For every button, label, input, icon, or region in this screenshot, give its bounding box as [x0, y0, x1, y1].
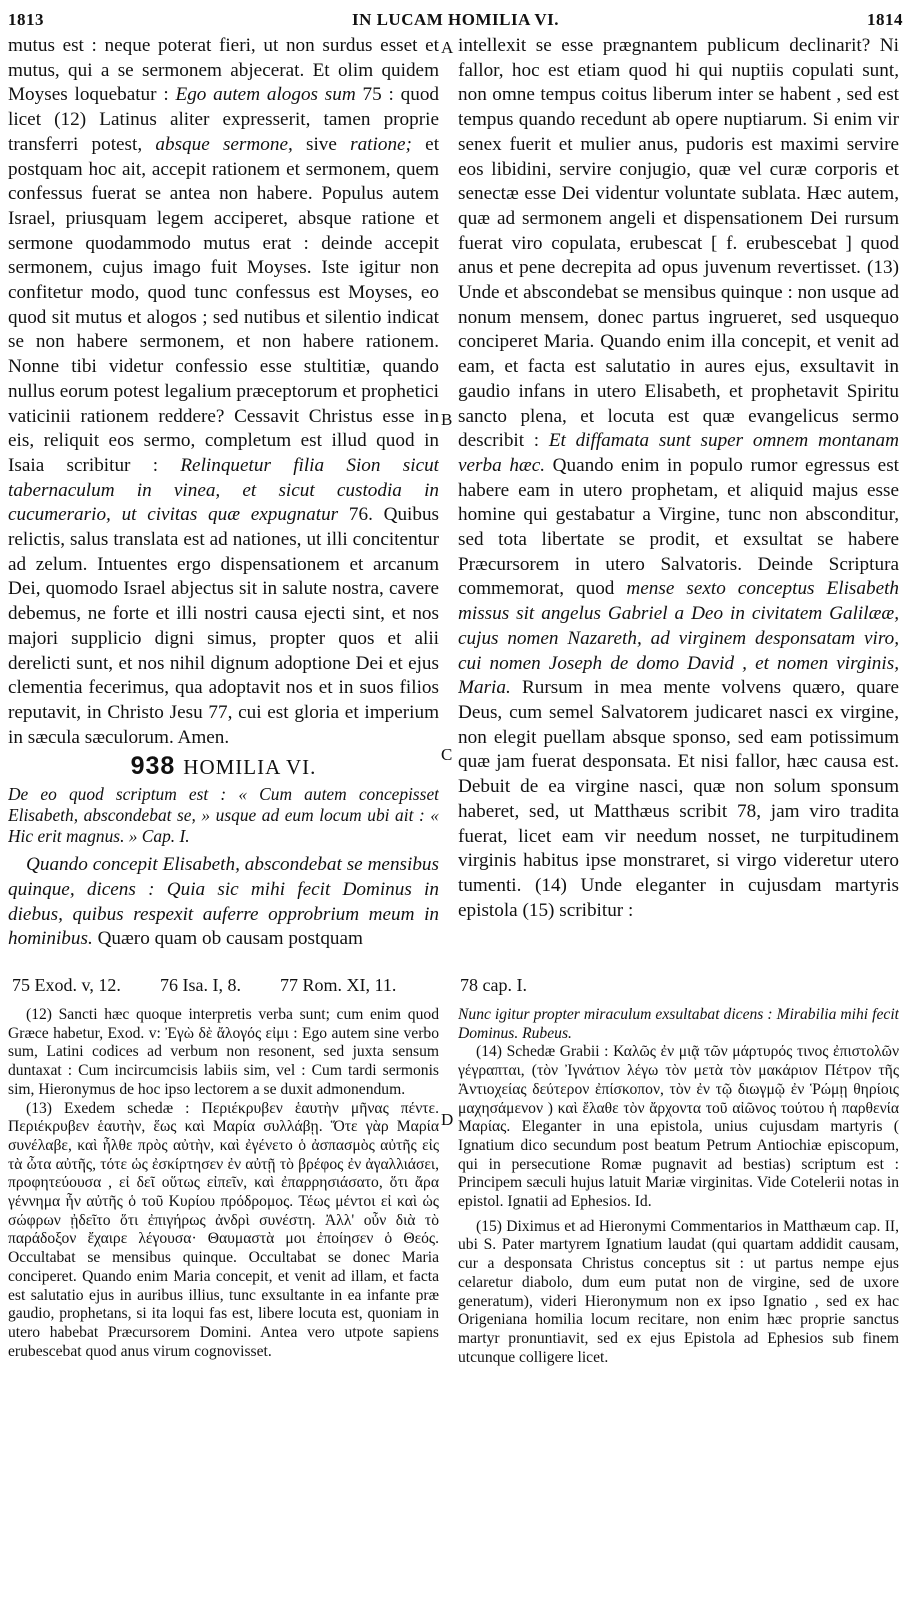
text-run: et postquam hoc ait, accepit rationem et sermonem, quem confessus fuerat se antea non habere. Populus autem Israel, priusquam legem acciperet, absque ratione et sermone quodammodo mutus erat : deinde accepit sermonem, cujus imago fuit Moyses. Iste igitur non confitetur modo, quod tunc confessus est Moyses, eo quod sit mutus et alogos ; sed nutibus et silentio indicat se non habere sermonem, et non habere rationem. Nonne tibi videtur confessio esse stultitiæ, quando nullus eorum potest legalium præceptorum et prophetici vaticinii rationem reddere? Cessavit Christus esse in eis, reliquit eos sermo, completum est illud quod in Isaia scribitur :	[8, 133, 439, 476]
text-run: Quæro quam ob causam postquam	[97, 928, 363, 950]
right-paragraph	[458, 34, 899, 923]
text-run: Quando enim in populo rumor egressus est habere eam in utero prophetam, et aliquid majus esse homine qui gestabatur a Virgine, tunc non absconditur, sed tota libertate se prodit, et exsultat se habere Præcursorem in utero Salvatoris. Deinde Scriptura commemorat, quod	[458, 454, 899, 600]
note-15: (15) Diximus et ad Hieronymi Commentarios in Matthæum cap. II, ubi S. Pater martyrem Ignatium laudat (qui quartam addidit causam, cur a desponsata Christus conceptus sit : ut partus nempe ejus celaretur diabolo, dum eum putat non de virgine, sed de uxore generatum), videri Hieronymum non ex ipso Ignatio , sed ex hac Origeniana homilia locum recitare, non enim hæc proprie sanctus martyr pronuntiavit, sed ex ejus Epistola ad Ephesios sub finem utcunque colligere licet.	[458, 1217, 899, 1366]
footnote-76: 76 Isa. I, 8.	[160, 975, 241, 995]
text-run-italic: absque sermone,	[155, 133, 293, 155]
margin-marker-b: B	[441, 410, 453, 429]
footnote-78: 78 cap. I.	[460, 975, 527, 995]
text-run-italic: Relinquetur filia Sion sicut tabernaculum in vinea, et sicut custodia in cucumerario, ut civitas quæ expugnatur	[8, 454, 439, 526]
homily-number: 938	[130, 752, 176, 781]
footnote-75: 75 Exod. v, 12.	[12, 975, 121, 995]
homily-heading	[8, 754, 439, 780]
page-number-left: 1813	[8, 10, 44, 29]
left-paragraph	[8, 34, 439, 750]
text-run: sive	[305, 133, 337, 155]
footnote-77: 77 Rom. XI, 11.	[280, 975, 397, 995]
text-run-italic: Ego autem alogos sum	[175, 84, 356, 106]
text-run-italic: Et diffamata sunt super omnem montanam verba hæc.	[458, 430, 899, 476]
homily-title: HOMILIA VI.	[183, 755, 317, 780]
note-13: (13) Exedem schedæ : Περιέκρυβεν ἑαυτὴν μῆνας πέντε. Περιέκρυβεν ἑαυτὴν, ἕως καὶ Μαρία συλλάβῃ. Ὅτε γὰρ Μαρία συνέλαβε, καὶ ἦλθε πρὸς αὐτὴν, καὶ ἐγένετο ὁ ἀσπασμὸς αὐτῆς εἰς τὰ ὦτα αὐτῆς, τότε ὡς ἐσκίρτησεν ἐν αὐτῇ τὸ βρέφος ἐν ἀγαλλιάσει, προφητεύουσα , εἰ δεῖ οὕτως εἰπεῖν, καὶ ἐπαρρησιάσατο, ὅτι ἄρα γέννημα ἦν αὐτῆς ὁ τοῦ Κυρίου πρόδρομος. Τέως μέντοι εἰ καὶ ὡς σώφρων ᾐδεῖτο ὅτι ἐπιγήρως ἀνδρὶ συνέστη. Ἀλλ' οὖν διὰ τὸ παράδοξον ἔχαιρε λέγουσα· Θαυμαστὰ μοι ἐποίησεν ὁ Θεός. Occultabat se mensibus quinque. Occultabat se donec Maria conciperet. Quando enim Maria concepit, et venit ad illam, et facta est salutatio ejus in auribus illius, tunc exsultante in ea infante præ gaudio, prophetans, si ita loqui fas est, libere locuta est, quoniam in utero habebat Præcursorem Domini. Antea vero utpote sapiens erubescebat quod anus virum cognovisset.	[8, 1099, 439, 1360]
text-run: Rursum in mea mente volvens quæro, quare Deus, cum semel Salvatorem judicaret nasci ex virgine, non elegit puellam absque sponso, sed eam potissimum quæ jam fuerat desponsata. Et nisi fallor, hæc causa est. Debuit de ea virgine nasci, quæ non solum sponsum haberet, sed, ut Matthæus scribit 78, jam viro tradita fuerat, licet eam vir needum nosset, ne turpitudinem virginis habitus ipse monstraret, si virgo videretur utero tumenti. (14) Unde eleganter in cujusdam martyris epistola (15) scribitur :	[458, 677, 899, 921]
text-run: 76. Quibus relictis, salus translata est ad nationes, ut illi concitentur ad zelum. Intuentes ergo dispensationem et arcanum Dei, quomodo Israel abjectus sit in salute nostra, cavere debemus, ne forte et illi nostri causa ejecti sint, et nos majori supplicio digni simus, propter quos et alii derelicti sunt, et nos nihil dignum adoptione Dei et ejus clementia fecerimus, qua adoptavit nos et in suos filios reputavit, in Christo Jesu 77, cui est gloria et imperium in sæcula sæculorum. Amen.	[8, 504, 439, 748]
left-column	[8, 34, 439, 969]
footnote-references	[12, 975, 902, 1001]
text-run: intellexit se esse prægnantem publicum declinarit? Ni fallor, hoc est etiam quod hi qui nuptiis copulati sunt, non omne tempus coitus liberum inter se habent , sed est tempus quando recedunt ab opere nuptiarum. Si enim vir senex fuerit et mulier anus, pudoris est maximi servire eos libidini, servire conjugio, quæ vel curæ corporis et senectæ esse Dei videntur voluntate sublata. Hæc autem, quæ ad sermonem angeli et dispensationem Dei rursum fuerat viro copulata, erubescat [ f. erubescebat ] quod anus et pene decrepita ad opus juvenum revertisset. (13) Unde et abscondebat se mensibus quinque : non usque ad nonum mensem, donec partus ingrueret, sed usquequo conciperet Maria. Quando enim illa concepit, et venit ad eam, et facta est salutatio in aures ejus, exsultavit in gaudio infans in utero Elisabeth, et prophetavit Spiritu sancto plena, et locuta est quæ evangelicus sermo describit :	[458, 35, 899, 452]
text-run-italic: mense sexto conceptus Elisabeth missus sit angelus Gabriel a Deo in civitatem Galilææ, cujus nomen Nazareth, ad virginem desponsatam viro, cui nomen Joseph de domo David , et nomen virginis, Maria.	[458, 578, 899, 699]
note-14: (14) Schedæ Grabii : Καλῶς ἐν μιᾷ τῶν μάρτυρός τινος ἐπιστολῶν γέγραπται, (τὸν Ἰγνάτιον λέγω τὸν μετὰ τὸν μακάριον Πέτρον τῆς Ἀντιοχείας δεύτερον ἐπίσκοπον, τὸν ἐν τῷ διωγμῷ ἐν Ῥώμῃ θηρίοις μαχησάμενον ) καὶ ἔλαθε τὸν ἄρχοντα τοῦ αἰῶνος τούτου ἡ παρθενία Μαρίας. Eleganter in una epistola, unius cujusdam martyris ( Ignatium dico secundum post beatum Petrum Antiochiæ episcopum, qui in persecutione Romæ pugnavit ad bestias) scriptum est : Principem sæculi hujus latuit Mariæ virginitas. Vide Cotelerii notas in epistol. Ignatii ad Ephesios. Id.	[458, 1043, 899, 1211]
text-run-italic: ratione;	[350, 133, 412, 155]
notes-right	[458, 1006, 899, 1606]
note-12: (12) Sancti hæc quoque interpretis verba sunt; cum enim quod Græce habetur, Exod. v: Ἐγὼ δὲ ἄλογός εἰμι : Ego autem sine verbo sum, Latini codices ad verbum non resonent, sed juxta sensum duntaxat : Cum incircumcisis labiis sim, vel : Cum tardi sermonis sim, Hieronymus de hoc ipso lectorem a se duxit admonendum.	[8, 1006, 439, 1098]
margin-marker-a: A	[441, 38, 454, 57]
text-run: 75 : quod licet (12) Latinus aliter expresserit, tamen proprie transferri potest,	[8, 84, 439, 155]
notes-left	[8, 1006, 439, 1606]
right-column	[458, 34, 899, 969]
margin-marker-d: D	[441, 1110, 454, 1129]
incipit-paragraph	[8, 853, 439, 952]
homily-summary: De eo quod scriptum est : « Cum autem concepisset Elisabeth, abscondebat se, » usque ad eum locum ubi ait : « Hic erit magnus. » Cap. I.	[8, 784, 439, 847]
text-run-italic: Quando concepit Elisabeth, abscondebat se mensibus quinque, dicens : Quia sic mihi fecit Dominus in diebus, quibus respexit auferre opprobrium meum in hominibus.	[8, 854, 439, 950]
text-run: mutus est : neque poterat fieri, ut non surdus esset et mutus, qui a se sermonem abjecerat. Et olim quidem Moyses loquebatur :	[8, 35, 439, 106]
note-continuation: Nunc igitur propter miraculum exsultabat dicens : Mirabilia mihi fecit Dominus. Rubeus.	[458, 1006, 899, 1042]
margin-marker-c: C	[441, 745, 453, 764]
page-number-right: 1814	[867, 10, 903, 29]
running-title: IN LUCAM HOMILIA VI.	[351, 10, 560, 29]
